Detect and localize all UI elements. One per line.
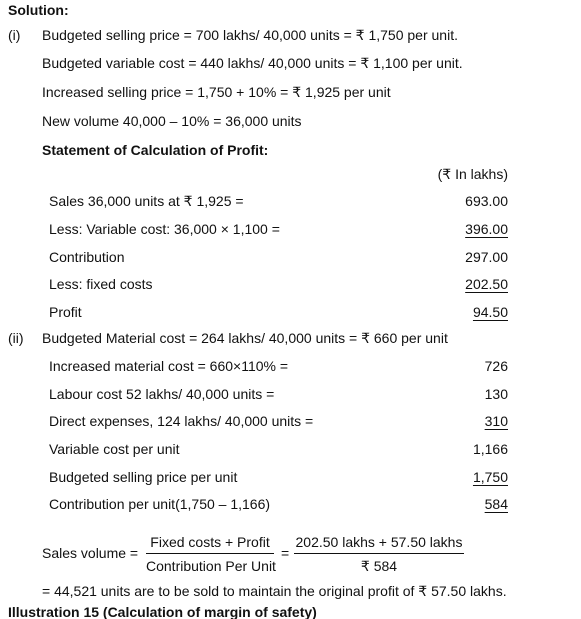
equals-sign: =	[281, 545, 290, 561]
cost-row-value: 1,166	[472, 441, 508, 457]
formula-fraction	[146, 532, 274, 576]
profit-row-value: 396.00	[465, 221, 508, 237]
formula-denominator: Contribution Per Unit	[146, 558, 276, 574]
cost-row-value: 310	[484, 413, 508, 429]
profit-row-label: Less: Variable cost: 36,000 × 1,100 =	[49, 221, 280, 237]
conclusion-line: = 44,521 units are to be sold to maintain the original profit of ₹ 57.50 lakhs.	[42, 583, 507, 599]
cost-row-label: Contribution per unit(1,750 – 1,166)	[49, 496, 271, 512]
values-numerator: 202.50 lakhs + 57.50 lakhs	[295, 534, 463, 550]
cost-row-value: 584	[484, 496, 508, 512]
next-heading: Illustration 15 (Calculation of margin of safety)	[8, 604, 317, 619]
profit-row-value: 94.50	[472, 304, 508, 320]
profit-row-label: Less: fixed costs	[49, 276, 153, 292]
new-volume-line: New volume 40,000 – 10% = 36,000 units	[42, 113, 302, 129]
cost-row-label: Increased material cost = 660×110% =	[49, 358, 289, 374]
fraction-bar	[146, 553, 274, 554]
cost-row-label: Labour cost 52 lakhs/ 40,000 units =	[49, 386, 275, 402]
statement-title: Statement of Calculation of Profit:	[42, 142, 269, 158]
cost-row-label: Direct expenses, 124 lakhs/ 40,000 units =	[49, 413, 314, 429]
budgeted-material-cost-line: Budgeted Material cost = 264 lakhs/ 40,000 units = ₹ 660 per unit	[42, 330, 448, 346]
budgeted-variable-cost-line: Budgeted variable cost = 440 lakhs/ 40,000 units = ₹ 1,100 per unit.	[42, 55, 463, 71]
profit-row-value: 693.00	[465, 193, 508, 209]
next-heading-clip	[0, 604, 581, 619]
increased-selling-price-line: Increased selling price = 1,750 + 10% = ₹ 1,925 per unit	[42, 84, 391, 100]
profit-row-label: Contribution	[49, 249, 125, 265]
cost-row-label: Budgeted selling price per unit	[49, 469, 238, 485]
values-denominator: ₹ 584	[360, 558, 398, 574]
solution-heading: Solution:	[8, 2, 69, 18]
profit-row-value: 297.00	[465, 249, 508, 265]
cost-row-value: 726	[484, 358, 508, 374]
budgeted-selling-price-line: Budgeted selling price = 700 lakhs/ 40,000 units = ₹ 1,750 per unit.	[42, 27, 458, 43]
values-fraction	[294, 532, 464, 576]
profit-row-label: Profit	[49, 304, 82, 320]
cost-row-value: 130	[484, 386, 508, 402]
cost-row-label: Variable cost per unit	[49, 441, 180, 457]
part-ii-label: (ii)	[8, 330, 24, 346]
sales-volume-label: Sales volume =	[42, 545, 139, 561]
unit-note: (₹ In lakhs)	[437, 166, 508, 182]
profit-row-label: Sales 36,000 units at ₹ 1,925 =	[49, 193, 244, 209]
fraction-bar	[294, 553, 464, 554]
profit-row-value: 202.50	[465, 276, 508, 292]
cost-row-value: 1,750	[472, 469, 508, 485]
part-i-label: (i)	[8, 27, 21, 43]
formula-numerator: Fixed costs + Profit	[150, 534, 270, 550]
